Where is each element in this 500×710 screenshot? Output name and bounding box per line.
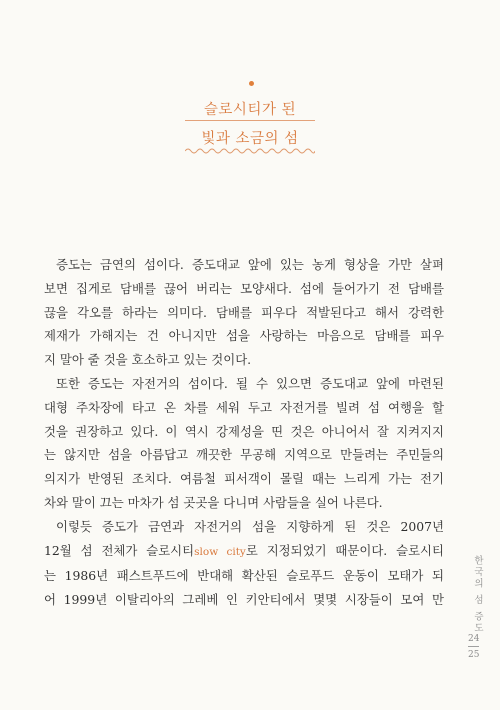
- ornament-dot: [249, 81, 254, 86]
- body-line: 어 1999년 이탈리아의 그레베 인 키안티에서 몇몇 시장들이 모여 만: [44, 592, 444, 608]
- body-line-part: 12월 섬 전체가 슬로시티: [44, 542, 195, 558]
- chapter-title-line-2: 빛과 소금의 섬: [201, 131, 299, 147]
- body-line: 는 않지만 섬을 아름답고 깨끗한 무공해 지역으로 만들려는 주민들의: [44, 447, 444, 463]
- running-section-label: 한국의 섬 증도: [472, 555, 483, 635]
- page-number-left: 24: [468, 634, 480, 644]
- chapter-title-line-1: 슬로시티가 된: [203, 102, 297, 118]
- body-line: 대형 주차장에 타고 온 차를 세워 두고 자전거를 빌려 섬 여행을 할: [44, 399, 444, 415]
- body-line: 의지가 반영된 조치다. 여름철 피서객이 몰릴 때는 느리게 가는 전기: [44, 471, 444, 487]
- body-line: 증도는 금연의 섬이다. 증도대교 앞에 있는 농게 형상을 가만 살펴: [56, 257, 444, 272]
- body-line: 지 말아 줄 것을 호소하고 있는 것이다.: [44, 352, 252, 368]
- page-number-divider: [468, 646, 479, 647]
- body-line: [44, 539, 444, 565]
- title-divider: [185, 120, 315, 121]
- inline-english-term: slow city: [194, 545, 246, 558]
- title-wavy-underline: [185, 147, 315, 155]
- body-text: [44, 253, 444, 612]
- page-number-right: 25: [468, 650, 480, 660]
- body-line: 것을 권장하고 있다. 이 역시 강제성을 띤 것은 아니어서 잘 지켜지지: [44, 423, 444, 439]
- body-line-part: 로 지정되었기 때문이다. 슬로시티: [245, 542, 444, 558]
- body-line: 끊을 각오를 하라는 의미다. 담배를 피우다 적발된다고 해서 강력한: [44, 304, 444, 320]
- body-line: 보면 집게로 담배를 끊어 버리는 모양새다. 섬에 들어가기 전 담배를: [44, 280, 444, 296]
- body-line: 이렇듯 증도가 금연과 자전거의 섬을 지향하게 된 것은 2007년: [56, 518, 444, 534]
- body-line: 또한 증도는 자전거의 섬이다. 될 수 있으면 증도대교 앞에 마련된: [56, 375, 444, 391]
- body-line: 차와 말이 끄는 마차가 섬 곳곳을 다니며 사람들을 실어 나른다.: [44, 494, 383, 510]
- body-line: 제재가 가해지는 건 아니지만 섬을 사랑하는 마음으로 담배를 피우: [44, 328, 444, 344]
- body-line: 는 1986년 패스트푸드에 반대해 확산된 슬로푸드 운동이 모태가 되: [44, 568, 444, 584]
